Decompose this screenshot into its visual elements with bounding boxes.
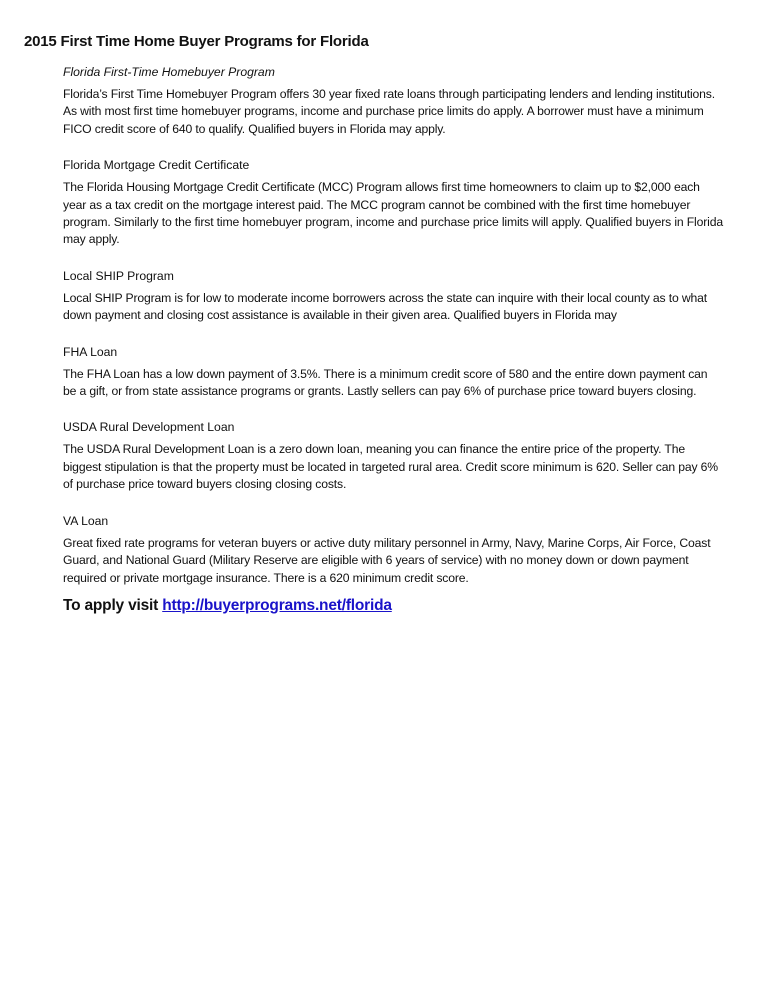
- section-usda-loan: [63, 419, 723, 493]
- section-body: Florida’s First Time Homebuyer Program offers 30 year fixed rate loans through participating lenders and lending institutions. As with most first time homebuyer programs, income and purchase price limits do apply. A borrower must have a minimum FICO credit score of 640 to qualify. Qualified buyers in Florida may apply.: [63, 87, 715, 136]
- section-heading: Florida Mortgage Credit Certificate: [63, 158, 250, 173]
- section-body: Great fixed rate programs for veteran buyers or active duty military personnel in Army, Navy, Marine Corps, Air Force, Coast Guard, and National Guard (Military Reserve are eligible with 6 years of service) with no money down or down payment required or private mortgage insurance. There is a 620 minimum credit score.: [63, 535, 711, 585]
- apply-line: [63, 597, 723, 615]
- section-body: The Florida Housing Mortgage Credit Certificate (MCC) Program allows first time homeowners to claim up to $2,000 each year as a tax credit on the mortgage interest paid. The MCC program cannot be combined with the first time homebuyer program. Similarly to the first time homebuyer program, income and purchase price limits will apply. Qualified buyers in Florida may apply.: [63, 180, 723, 247]
- section-body: Local SHIP Program is for low to moderate income borrowers across the state can inquire with their local county as to what down payment and closing cost assistance is available in their given area. Qualified buyers in Florida may: [63, 290, 707, 323]
- section-body: The USDA Rural Development Loan is a zero down loan, meaning you can finance the entire price of the property. The biggest stipulation is that the property must be located in targeted rural area. Credit score minimum is 620. Seller can pay 6% of purchase price toward buyers closing closing costs.: [63, 442, 718, 492]
- section-florida-mcc: [63, 157, 723, 249]
- apply-link[interactable]: http://buyerprograms.net/florida: [162, 596, 392, 614]
- document-content: [63, 64, 723, 615]
- section-heading: FHA Loan: [63, 344, 118, 359]
- section-heading: Local SHIP Program: [63, 268, 174, 283]
- section-florida-first-time-homebuyer: [63, 64, 723, 138]
- section-va-loan: [63, 513, 723, 587]
- document-title: 2015 First Time Home Buyer Programs for Florida: [24, 33, 369, 50]
- section-heading: USDA Rural Development Loan: [63, 420, 235, 435]
- section-heading: Florida First-Time Homebuyer Program: [63, 65, 275, 79]
- apply-prefix: To apply visit: [63, 596, 163, 614]
- section-body: The FHA Loan has a low down payment of 3.5%. There is a minimum credit score of 580 and the entire down payment can be a gift, or from state assistance programs or grants. Lastly sellers can pay 6% of purchase price toward buyers closing.: [63, 366, 708, 399]
- section-fha-loan: [63, 344, 723, 401]
- section-heading: VA Loan: [63, 513, 109, 528]
- section-local-ship: [63, 268, 723, 325]
